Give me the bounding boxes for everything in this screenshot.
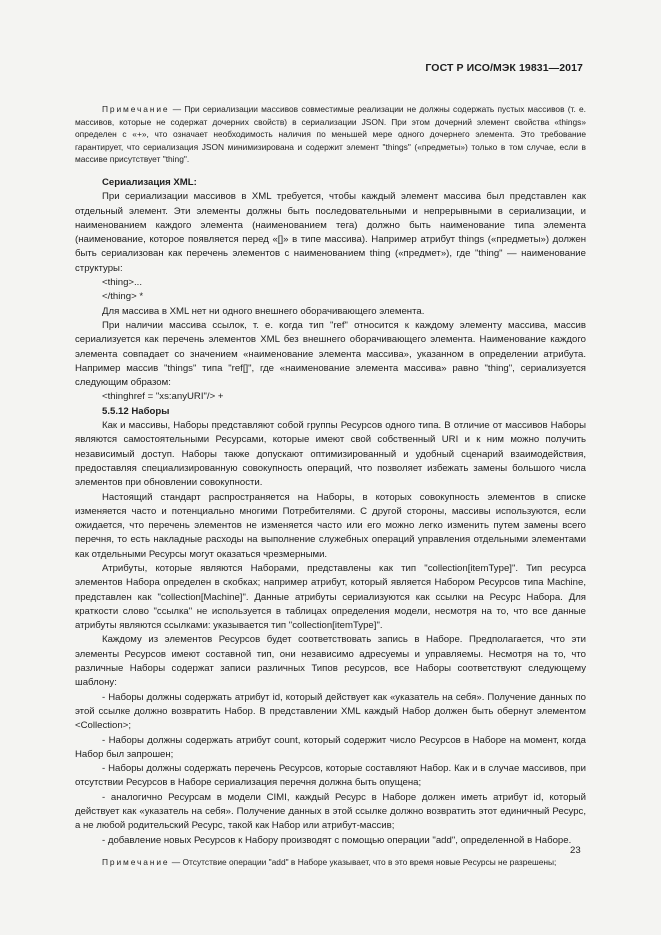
xml-serialization-heading: Сериализация XML: <box>102 176 197 188</box>
note-paragraph <box>75 856 586 869</box>
paragraph: Каждому из элементов Ресурсов будет соответствовать запись в Наборе. Предполагается, что эти элементы Ресурсов имеют составной тип, они независимо адресуемы и управляемы. Несмотря на то, что различные Наборы содержат записи различных Типов ресурсов, все Наборы соответствуют следующему шаблону: <box>75 634 586 689</box>
section-heading: 5.5.12 Наборы <box>102 405 170 417</box>
list-item: - Наборы должны содержать атрибут count, который содержит число Ресурсов в Наборе на момент, когда Набор был запрошен; <box>75 734 586 760</box>
paragraph: Настоящий стандарт распространяется на Наборы, в которых совокупность элементов в списке изменяется часто и потенциально многими Потребителями. С другой стороны, массивы используются, если ожидается, что перечень элементов не изменяется часто или его можно легко изменить путем замены всего перечня, то есть накладные расходы на выполнение служебных операций управления отдельными элементами как отдельными Ресурсы могут оказаться чрезмерными. <box>75 491 586 560</box>
standard-header: ГОСТ Р ИСО/МЭК 19831—2017 <box>425 62 583 74</box>
code-line: </thing> * <box>102 291 144 303</box>
paragraph: Атрибуты, которые являются Наборами, представлены как тип "collection[itemType]". Тип ресурса элементов Набора определен в скобках; например атрибут, который является Набором Ресурсов типа Machine, представлен как "collection[Machine]". Данные атрибуты сериализуются как ссылки на Ресурс Набора. Для краткости слово "ссылка" не используется в таблицах определения модели, несмотря на то, что все данные атрибуты являются ссылками: указывается тип "collection[itemType]". <box>75 562 586 632</box>
document-body <box>75 103 586 869</box>
code-line: <thing>... <box>102 277 143 289</box>
paragraph: Для массива в XML нет ни одного внешнего оборачивающего элемента. <box>102 305 425 317</box>
note-paragraph <box>75 103 586 166</box>
paragraph: Как и массивы, Наборы представляют собой группы Ресурсов одного типа. В отличие от массивов Наборы являются самостоятельными Ресурсами, которые имеют свой собственный URI и к ним можно получить независимый доступ. Наборы также допускают оптимизированный и удобный сценарий взаимодействия, предоставляя специализированную совокупность операций, что позволяет избежать замены большого числа элементов при обновлении совокупности. <box>75 420 586 489</box>
paragraph: При наличии массива ссылок, т. е. когда тип "ref" относится к каждому элементу массива, массив сериализуется как перечень элементов XML без внешнего оборачивающего элемента. Наименование каждого элемента совпадает со значением «наименование элемента массива», указанном в определении атрибута. Например массив "things" типа "ref[]", где «наименование элемента массива» равно "thing", сериализуется следующим образом: <box>75 319 586 389</box>
paragraph: При сериализации массивов в XML требуется, чтобы каждый элемент массива был представлен как отдельный элемент. Эти элементы должны быть последовательными и непрерывными в сериализации, и наименованием каждого элемента (наименованием тега) должно быть наименование типа элемента (наименование, которое появляется перед «[]» в типе массива). Например атрибут things («предметы») должен быть сериализован как перечень элементов с наименованием thing («предмет»), где "thing" — наименование структуры: <box>75 191 586 274</box>
code-line: <thinghref = "xs:anyURI"/> + <box>102 391 224 403</box>
list-item: - аналогично Ресурсам в модели CIMI, каждый Ресурс в Наборе должен иметь атрибут id, который действует как «указатель на себя». Получение данных в этой ссылке должно возвратить этот единичный Ресурс, а не любой родительский Ресурс, такой как Набор или атрибут-массив; <box>75 791 586 832</box>
list-item: - добавление новых Ресурсов к Набору производят с помощью операции "add", определенной в Наборе. <box>102 834 572 846</box>
note-text: — При сериализации массивов совместимые реализации не должны содержать пустых массивов (т. е. массивов, которые не содержат дочерних свойств) в сериализации JSON. При этом дочерний элемент свойства «things» определен с «+», что означает необходимость наличия по меньшей мере одного дочернего элемента. Это требование гарантирует, что сериализация JSON минимизирована и содержит элемент "things" («предметы») только в том случае, если в массиве присутствует "thing". <box>75 104 586 165</box>
note-label: Примечание <box>102 856 170 867</box>
note-label: Примечание <box>102 104 170 114</box>
note-text: — Отсутствие операции "add" в Наборе указывает, что в это время новые Ресурсы не разрешены; <box>169 856 557 867</box>
list-item: - Наборы должны содержать атрибут id, который действует как «указатель на себя». Получение данных по этой ссылке должно возвратить Набор. В представлении XML каждый Набор должен быть обернут элементом <Collection>; <box>75 691 586 732</box>
list-item: - Наборы должны содержать перечень Ресурсов, которые составляют Набор. Как и в случае массивов, при отсутствии Ресурсов в Наборе сериализация перечня должна быть опущена; <box>75 763 586 789</box>
page-number: 23 <box>570 845 581 856</box>
